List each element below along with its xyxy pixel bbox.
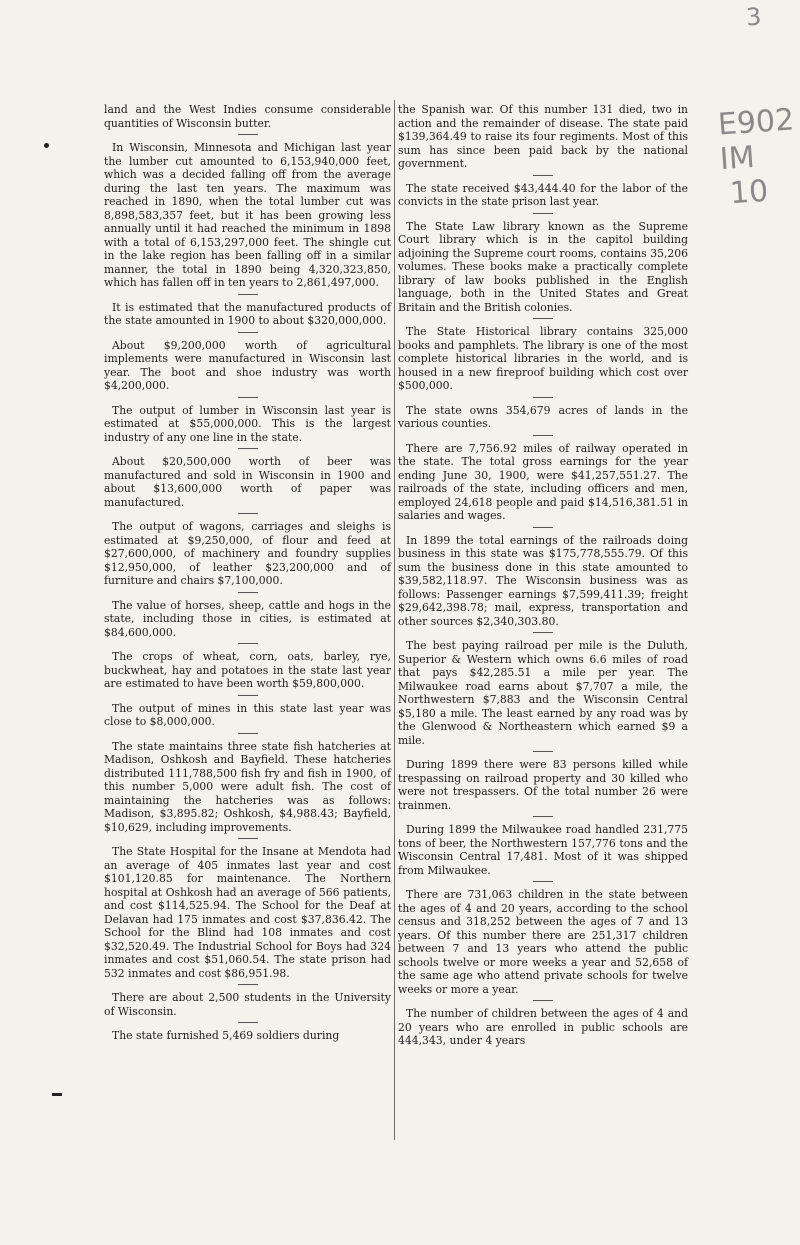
paragraph: The output of wagons, carriages and sleighs is estimated at $9,250,000, of flour and feed at $27,600,000, of machinery and foundry supplies $12,950,000, of leather $23,200,000 and of furniture and chairs $7,100,000. bbox=[104, 520, 391, 587]
paragraph: There are 731,063 children in the state between the ages of 4 and 20 years, according to the school census and 318,252 between the ages of 7 and 13 years. Of this number there are 251,317 children between 7 and 13 years who attend the public schools twelve or more weeks a year and 52,658 of the same age who attend private schools for twelve weeks or more a year. bbox=[398, 888, 688, 996]
paragraph: land and the West Indies consume considerable quantities of Wisconsin butter. bbox=[104, 103, 391, 130]
paragraph: The state owns 354,679 acres of lands in the various counties. bbox=[398, 403, 688, 430]
paragraph: The output of mines in this state last year was close to $8,000,000. bbox=[104, 701, 391, 728]
paragraph: There are about 2,500 students in the University of Wisconsin. bbox=[104, 991, 391, 1018]
paragraph: The state furnished 5,469 soldiers during bbox=[112, 1029, 340, 1042]
margin-note-page-number: 3 bbox=[745, 2, 763, 32]
paragraph: The number of children between the ages of 4 and 20 years who are enrolled in public schools are 444,343, under 4 years bbox=[398, 1007, 688, 1047]
separator bbox=[533, 816, 553, 817]
paragraph: There are 7,756.92 miles of railway operated in the state. The total gross earnings for the year ending June 30, 1900, were $41,257,551.27. The railroads of the state, including officers and men, employed 24,618 people and paid $14,516,381.51 in salaries and wages. bbox=[398, 441, 688, 522]
separator bbox=[533, 435, 553, 436]
separator bbox=[533, 397, 553, 398]
paragraph: The state received $43,444.40 for the labor of the convicts in the state prison last year. bbox=[398, 181, 688, 208]
separator bbox=[238, 984, 258, 985]
margin-note-archive-code: E902 bbox=[716, 102, 796, 143]
paragraph: The State Historical library contains 325,000 books and pamphlets. The library is one of the most complete historical libraries in the world, and is housed in a new fireproof building which cost over $500,000. bbox=[398, 325, 688, 392]
separator bbox=[238, 643, 258, 644]
margin-note-archive-series: IM bbox=[718, 139, 756, 178]
paragraph: During 1899 there were 83 persons killed while trespassing on railroad property and 30 killed who were not trespassers. Of the total number 26 were trainmen. bbox=[398, 758, 688, 812]
separator bbox=[238, 513, 258, 514]
margin-note-archive-number: 10 bbox=[728, 173, 770, 212]
paragraph: The State Law library known as the Supreme Court library which is in the capitol building adjoining the Supreme court rooms, contains 35,206 volumes. These books make a practically complete library of law books published in the English language, both in the United States and Great Britain and the British colonies. bbox=[398, 219, 688, 314]
separator bbox=[238, 397, 258, 398]
separator bbox=[238, 448, 258, 449]
separator bbox=[238, 1022, 258, 1023]
separator bbox=[533, 881, 553, 882]
separator bbox=[533, 213, 553, 214]
separator bbox=[533, 175, 553, 176]
separator bbox=[238, 332, 258, 333]
left-column bbox=[104, 103, 391, 1043]
paragraph: the Spanish war. Of this number 131 died, two in action and the remainder of disease. The state paid $139,364.49 to raise its four regiments. Most of this sum has since been paid back by the national government. bbox=[398, 103, 688, 170]
paragraph: The crops of wheat, corn, oats, barley, rye, buckwheat, hay and potatoes in the state last year are estimated to have been worth $59,800,000. bbox=[104, 650, 391, 690]
paragraph: About $9,200,000 worth of agricultural implements were manufactured in Wisconsin last year. The boot and shoe industry was worth $4,200,000. bbox=[104, 338, 391, 392]
separator bbox=[238, 695, 258, 696]
right-column bbox=[398, 103, 688, 1048]
separator bbox=[238, 134, 258, 135]
separator bbox=[238, 294, 258, 295]
paragraph: It is estimated that the manufactured products of the state amounted in 1900 to about $320,000,000. bbox=[104, 300, 391, 327]
paragraph: The state maintains three state fish hatcheries at Madison, Oshkosh and Bayfield. These hatcheries distributed 111,788,500 fish fry and fish in 1900, of this number 5,000 were adult fish. The cost of maintaining the hatcheries was as follows: Madison, $3,895.82; Oshkosh, $4,988.43; Bayfield, $10,629, including improvements. bbox=[104, 739, 391, 834]
separator bbox=[533, 527, 553, 528]
paragraph: During 1899 the Milwaukee road handled 231,775 tons of beer, the Northwestern 157,776 tons and the Wisconsin Central 17,481. Most of it was shipped from Milwaukee. bbox=[398, 823, 688, 877]
separator bbox=[533, 318, 553, 319]
separator bbox=[533, 1000, 553, 1001]
separator bbox=[533, 751, 553, 752]
separator bbox=[238, 592, 258, 593]
scan-mark-dot bbox=[44, 143, 49, 148]
paragraph: The best paying railroad per mile is the Duluth, Superior & Western which owns 6.6 miles of road that pays $42,285.51 a mile per year. The Milwaukee road earns about $7,707 a mile, the Northwestern $7,883 and the Wisconsin Central $5,180 a mile. The least earned by any road was by the Glenwood & Northeastern which earned $9 a mile. bbox=[398, 639, 688, 747]
paragraph: The State Hospital for the Insane at Mendota had an average of 405 inmates last year and cost $101,120.85 for maintenance. The Northern hospital at Oshkosh had an average of 566 patients, and cost $114,525.94. The School for the Deaf at Delavan had 175 inmates and cost $37,836.42. The School for the Blind had 108 inmates and cost $32,520.49. The Industrial School for Boys had 324 inmates and cost $51,060.54. The state prison had 532 inmates and cost $86,951.98. bbox=[104, 845, 391, 980]
paragraph: About $20,500,000 worth of beer was manufactured and sold in Wisconsin in 1900 and about $13,600,000 worth of paper was manufactured. bbox=[104, 455, 391, 509]
column-rule bbox=[394, 100, 395, 1140]
scan-mark-dash bbox=[52, 1093, 62, 1096]
separator bbox=[238, 733, 258, 734]
paragraph: In 1899 the total earnings of the railroads doing business in this state was $175,778,555.79. Of this sum the business done in this state amounted to $39,582,118.97. The Wisconsin business was as follows: Passenger earnings $7,599,411.39; freight $29,642,398.78; mail, express, transportation and other sources $2,340,303.80. bbox=[398, 533, 688, 628]
separator bbox=[238, 838, 258, 839]
paragraph: The value of horses, sheep, cattle and hogs in the state, including those in cities, is estimated at $84,600,000. bbox=[104, 598, 391, 639]
separator bbox=[533, 632, 553, 633]
paragraph: The output of lumber in Wisconsin last year is estimated at $55,000,000. This is the largest industry of any one line in the state. bbox=[104, 403, 391, 444]
paragraph: In Wisconsin, Minnesota and Michigan last year the lumber cut amounted to 6,153,940,000 feet, which was a decided falling off from the average during the last ten years. The maximum was reached in 1890, when the total lumber cut was 8,898,583,357 feet, but it has been growing less annually until it had reached the minimum in 1898 with a total of 6,153,297,000 feet. The shingle cut in the lake region has been falling off in a similar manner, the total in 1890 being 4,320,323,850, which has fallen off in ten years to 2,861,497,000. bbox=[104, 141, 391, 289]
